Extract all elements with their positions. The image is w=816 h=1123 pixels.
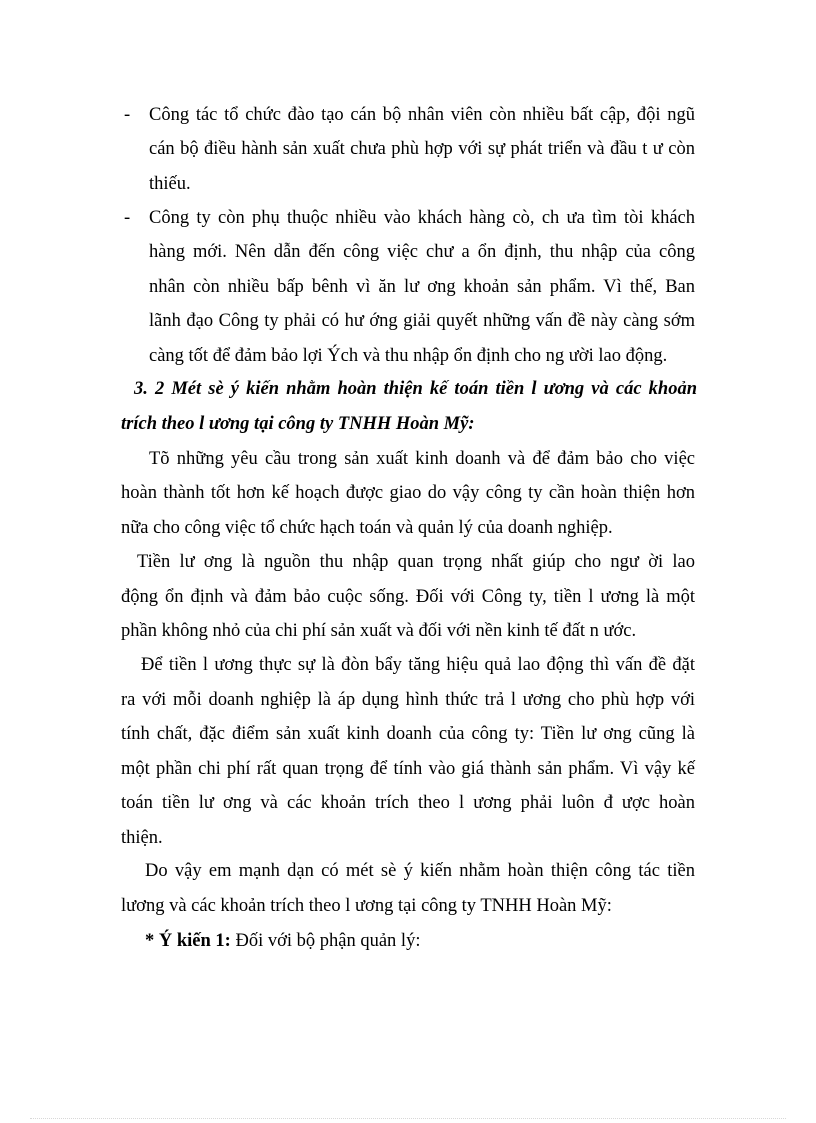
bullet-2-line-5: càng tốt để đảm bảo lợi Ých và thu nhập ổn định cho ng ười lao động. [149, 346, 668, 366]
bullet-2-line-2: hàng mới. Nên dẫn đến công việc chư a ổn định, thu nhập của công [149, 242, 695, 262]
paragraph-2-line-3: phần không nhỏ của chi phí sản xuất và đối với nền kinh tế đất n ước. [121, 621, 637, 641]
opinion-1-label: * Ý kiến 1: [145, 931, 231, 951]
bullet-1-line-2: cán bộ điều hành sản xuất chưa phù hợp với sự phát triển và đầu t ư còn [149, 139, 695, 159]
paragraph-2-line-1: Tiền lư ơng là nguồn thu nhập quan trọng nhất giúp cho ngư ời lao [137, 552, 695, 572]
bullet-marker: - [124, 105, 131, 125]
paragraph-3-line-6: thiện. [121, 828, 163, 848]
page-bottom-rule [30, 1118, 786, 1119]
opinion-1-text: Đối với bộ phận quản lý: [230, 931, 421, 951]
bullet-marker: - [124, 208, 131, 228]
opinion-1 [145, 929, 420, 953]
paragraph-4-line-1: Do vậy em mạnh dạn có mét sè ý kiến nhằm hoàn thiện công tác tiền [145, 861, 695, 881]
paragraph-1-line-3: nữa cho công việc tổ chức hạch toán và quản lý của doanh nghiệp. [121, 518, 613, 538]
paragraph-3-line-1: Để tiền l ương thực sự là đòn bẩy tăng hiệu quả lao động thì vấn đề đặt [141, 655, 695, 675]
section-heading: 3. 2 Mét sè ý kiến nhằm hoàn thiện kế toán tiền l ương và các khoản [134, 379, 697, 399]
bullet-2-line-1: Công ty còn phụ thuộc nhiều vào khách hàng cò, ch ưa tìm tòi khách [149, 208, 695, 228]
section-heading-cont: trích theo l ương tại công ty TNHH Hoàn Mỹ: [121, 414, 475, 434]
paragraph-3-line-4: một phần chi phí rất quan trọng để tính vào giá thành sản phẩm. Vì vậy kế [121, 759, 695, 779]
paragraph-3-line-2: ra với mỗi doanh nghiệp là áp dụng hình thức trả l ương cho phù hợp với [121, 690, 695, 710]
paragraph-1-line-2: hoàn thành tốt hơn kế hoạch được giao do vậy công ty cần hoàn thiện hơn [121, 483, 695, 503]
bullet-2-line-4: lãnh đạo Công ty phải có hư ớng giải quyết những vấn đề này càng sớm [149, 311, 695, 331]
bullet-1-line-3: thiếu. [149, 174, 191, 194]
paragraph-1-line-1: Tõ những yêu cầu trong sản xuất kinh doanh và để đảm bảo cho việc [149, 449, 695, 469]
paragraph-3-line-3: tính chất, đặc điểm sản xuất kinh doanh của công ty: Tiền lư ơng cũng là [121, 724, 695, 744]
paragraph-4-line-2: lương và các khoản trích theo l ương tại công ty TNHH Hoàn Mỹ: [121, 896, 612, 916]
paragraph-2-line-2: động ổn định và đảm bảo cuộc sống. Đối với Công ty, tiền l ương là một [121, 587, 695, 607]
bullet-2-line-3: nhân còn nhiều bấp bênh vì ăn lư ơng khoản sản phẩm. Vì thế, Ban [149, 277, 695, 297]
paragraph-3-line-5: toán tiền lư ơng và các khoản trích theo l ương phải luôn đ ược hoàn [121, 793, 695, 813]
bullet-1-line-1: Công tác tổ chức đào tạo cán bộ nhân viên còn nhiều bất cập, đội ngũ [149, 105, 695, 125]
